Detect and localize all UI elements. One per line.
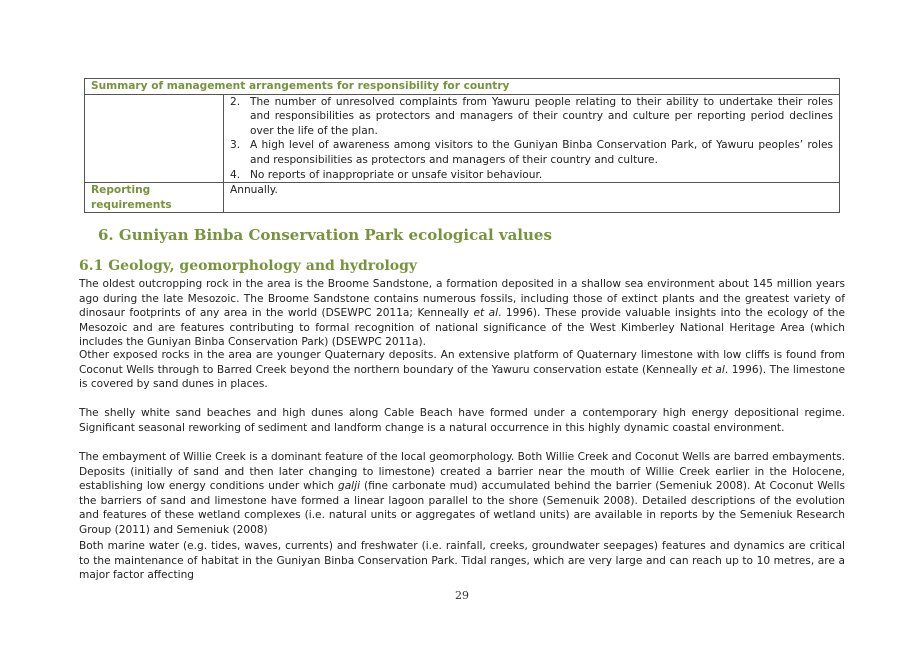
paragraph-text: The oldest outcropping rock in the area is the Broome Sandstone, a formation deposited in a shallow sea environment about 145 million years ago during the late Mesozoic. The Broome Sandstone contains numerous fossils, including those of extinct plants and the greatest variety of dinosaur footprints of any area in the world (DSEWPC 2011a; Kenneally bbox=[79, 278, 845, 320]
paragraph-text: Other exposed rocks in the area are younger Quaternary deposits. An extensive platform of Quaternary limestone with low cliffs is found from Coconut Wells through to Barred Creek beyond the northern boundary of the Yawuru conservation estate (Kenneally bbox=[79, 349, 845, 376]
list-item bbox=[230, 95, 833, 139]
list-item-number: 3. bbox=[230, 139, 241, 152]
list-item bbox=[230, 168, 833, 183]
measures-cell bbox=[224, 94, 840, 183]
page-number: 29 bbox=[455, 589, 469, 602]
paragraph bbox=[79, 406, 845, 435]
paragraph-text: . 1996). These provide valuable insights into the ecology of the Mesozoic and are features contributing to formal recognition of national significance of the West Kimberley National Heritage Area (which includes the Guniyan Binba Conservation Park) (DSEWPC 2011a). bbox=[79, 307, 845, 349]
reporting-label: Reporting requirements bbox=[85, 183, 224, 213]
list-item-text: No reports of inappropriate or unsafe visitor behaviour. bbox=[250, 168, 543, 181]
table-header-row bbox=[85, 79, 840, 95]
reporting-row bbox=[85, 183, 840, 213]
section-heading: 6. Guniyan Binba Conservation Park ecological values bbox=[98, 226, 552, 244]
reporting-value: Annually. bbox=[224, 183, 840, 213]
paragraph-emphasis: galji bbox=[337, 480, 361, 493]
empty-label-cell bbox=[85, 94, 224, 183]
paragraph-emphasis: et al bbox=[701, 363, 725, 376]
paragraph bbox=[79, 277, 845, 350]
subsection-heading: 6.1 Geology, geomorphology and hydrology bbox=[79, 258, 418, 274]
paragraph-text: . 1996). The limestone is covered by sand dunes in places. bbox=[79, 363, 845, 391]
list-item bbox=[230, 138, 833, 167]
paragraph bbox=[79, 348, 845, 392]
paragraph bbox=[79, 450, 845, 538]
table-header: Summary of management arrangements for responsibility for country bbox=[85, 79, 840, 95]
list-item-text: A high level of awareness among visitors to the Guniyan Binba Conservation Park, of Yawuru peoples’ roles and responsibilities as protectors and managers of their country and culture. bbox=[250, 139, 833, 166]
paragraph-text: The shelly white sand beaches and high dunes along Cable Beach have formed under a contemporary high energy depositional regime. Significant seasonal reworking of sediment and landform change is a natural occurrence in this highly dynamic coastal environment. bbox=[79, 407, 845, 434]
paragraph bbox=[79, 539, 845, 583]
paragraph-text: The embayment of Willie Creek is a dominant feature of the local geomorphology. Both Willie Creek and Coconut Wells are barred embayments. Deposits (initially of sand and then later changing to limestone) created a barrier near the mouth of Willie Creek earlier in the Holocene, establishing low energy conditions under which bbox=[79, 451, 845, 493]
list-item-number: 4. bbox=[230, 168, 241, 181]
performance-measures-row bbox=[85, 94, 840, 183]
paragraph-text: Both marine water (e.g. tides, waves, currents) and freshwater (i.e. rainfall, creeks, groundwater seepages) features and dynamics are critical to the maintenance of habitat in the Guniyan Binba Conservation Park. Tidal ranges, which are very large and can reach up to 10 metres, are a major factor affecting bbox=[79, 540, 845, 582]
management-summary-table bbox=[84, 78, 840, 213]
paragraph-text: (fine carbonate mud) accumulated behind the barrier (Semeniuk 2008). At Coconut Wells the barriers of sand and limestone have formed a linear lagoon parallel to the shore (Semenuik 2008). Detailed descriptions of the evolution and features of these wetland complexes (i.e. natural units or aggregates of wetland units) are available in reports by the Semeniuk Research Group (2011) and Semeniuk (2008) bbox=[79, 480, 845, 536]
list-item-text: The number of unresolved complaints from Yawuru people relating to their ability to undertake their roles and responsibilities as protectors and managers of their country and culture per reporting period declines over the life of the plan. bbox=[250, 95, 833, 137]
paragraph-emphasis: et al bbox=[473, 307, 499, 320]
list-item-number: 2. bbox=[230, 95, 241, 108]
